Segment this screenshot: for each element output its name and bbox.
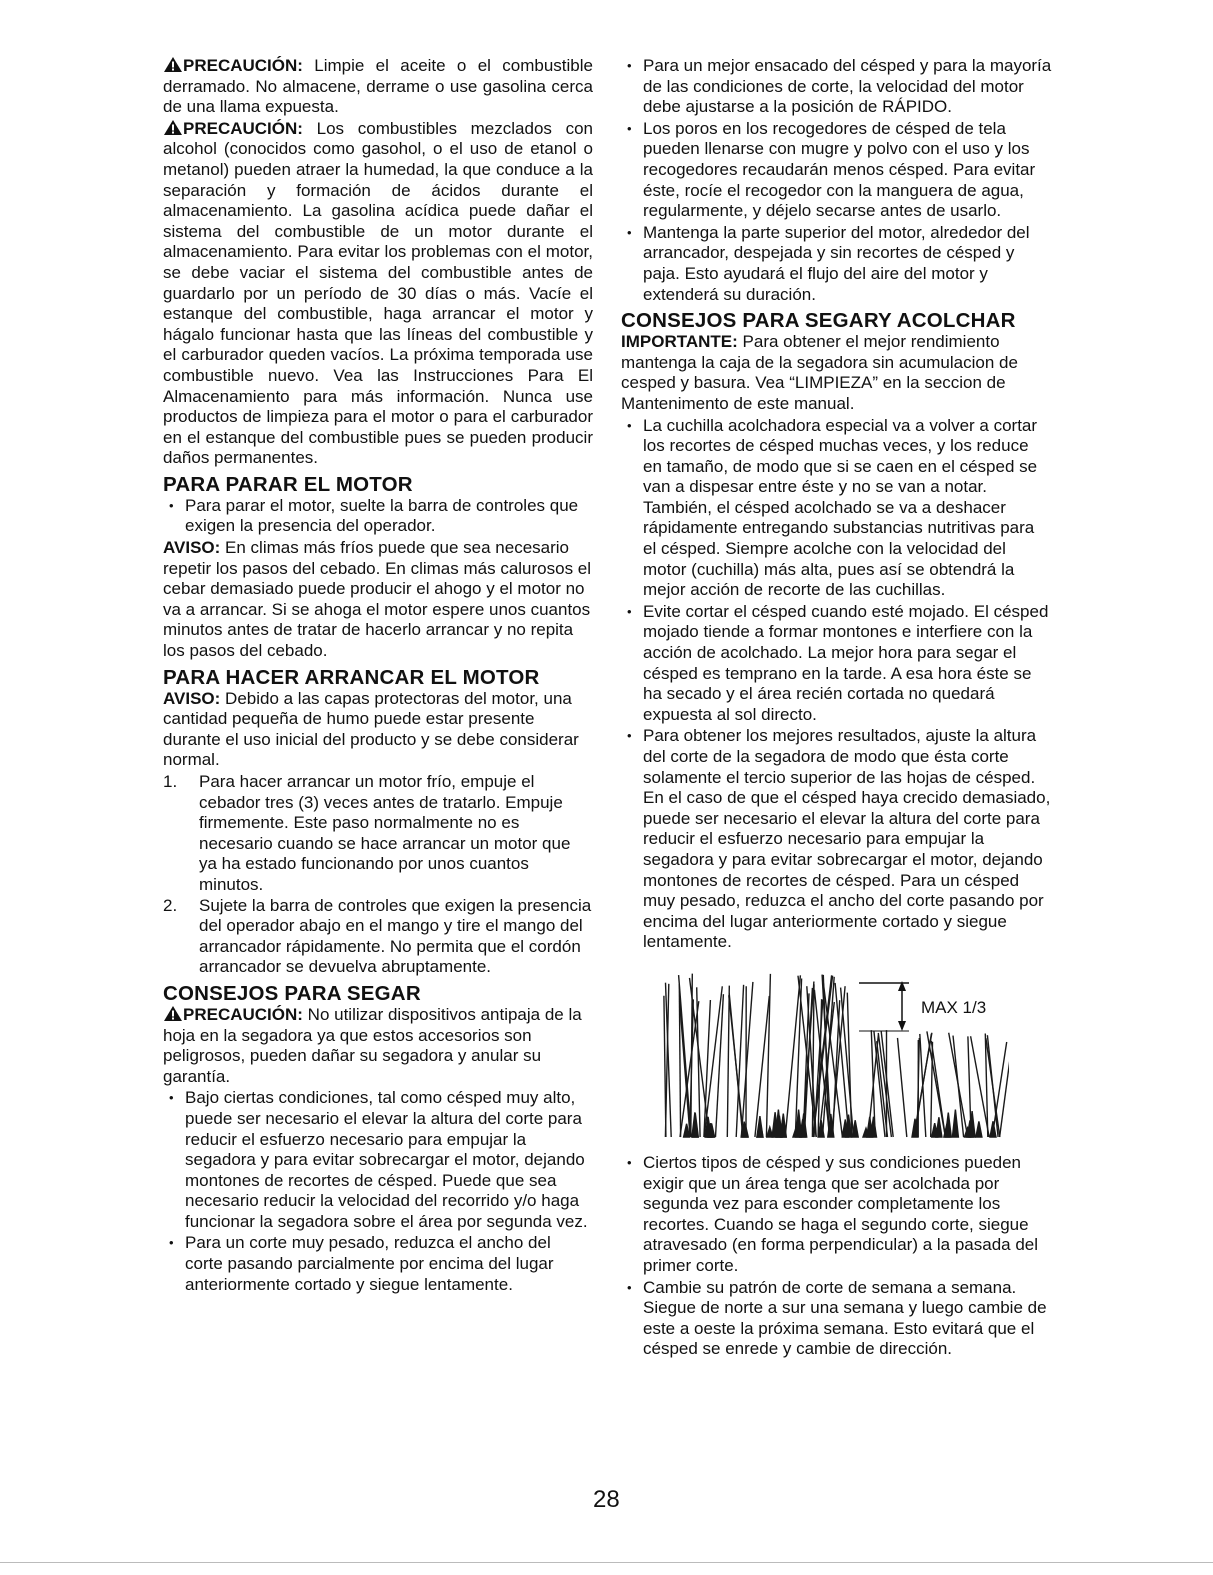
list-item (163, 772, 593, 896)
list-item: • Cambie su patrón de corte de semana a semana. Siegue de norte a sur una semana y luego cambie de este a oeste la próxima semana. Esto evitará que el césped se enrede y cambie de dirección. (621, 1278, 1052, 1360)
notice-paragraph-2 (163, 689, 593, 771)
caution-paragraph-2 (163, 119, 593, 469)
warning-triangle-icon (163, 119, 183, 136)
notice-paragraph-1 (163, 538, 593, 662)
caution-text: Los combustibles mezclados con alcohol (conocidos como gasohol, o el uso de etanol o metanol) pueden atraer la humedad, la que conduce a la separación y formación de ácidos durante el almacenamiento. La gasolina acídica puede dañar el sistema del combustible de un motor durante el almacenamiento. Para evitar los problemas con el motor, se debe vaciar el sistema del combustible antes de guardarlo por un período de 30 días o más. Vacíe el estanque del combustible, haga arrancar el motor y hágalo funcionar hasta que las líneas del combustible y el carburador queden vacíos. La próxima temporada use combustible nuevo. Vea las Instrucciones Para El Almacenamiento para más información. Nunca use productos de limpieza para el motor o para el carburador en el estanque del combustible pues se pueden producir daños permanentes. (163, 118, 593, 468)
left-column (163, 56, 593, 1296)
page-bottom-rule (0, 1562, 1213, 1563)
grass-height-illustration (659, 969, 1009, 1139)
mowing-tips-list (163, 1088, 593, 1295)
step-text: Sujete la barra de controles que exigen la presencia del operador abajo en el mango y tire el mango del arrancador rápidamente. No permita que el cordón arrancador se devuelva abruptamente. (199, 895, 592, 977)
top-tips-list (621, 56, 1052, 305)
list-item (163, 896, 593, 978)
notice-label: AVISO: (163, 538, 221, 558)
caution-text: Limpie el aceite o el combustible derramado. No almacene, derrame o use gasolina cerca de una llama expuesta. (163, 56, 593, 117)
caution-label: PRECAUCIÓN: (183, 1004, 303, 1024)
heading-start-engine: PARA HACER ARRANCAR EL MOTOR (163, 665, 540, 689)
page-number: 28 (593, 1486, 620, 1513)
step-number: 1. (163, 772, 178, 791)
important-text: Para obtener el mejor rendimiento mantenga la caja de la segadora sin acumulacion de cesped y basura. Vea “LIMPIEZA” en la seccion de Mantenimento de este manual. (621, 332, 1018, 413)
warning-triangle-icon (163, 1005, 183, 1022)
list-item: • Para obtener los mejores resultados, ajuste la altura del corte de la segadora de modo que ésta corte solamente el tercio superior de las hojas de césped. En el caso de que el césped haya crecido demasiado, puede ser necesario el elevar la altura del corte para reducir el esfuerzo necesario para empujar la segadora y para evitar sobrecargar el motor, dejando montones de recortes de césped. Para un césped muy pesado, reduzca el ancho del corte pasando por encima del lugar anteriormente cortado y siegue lentamente. (621, 726, 1052, 953)
max-one-third-label: MAX 1/3 (921, 997, 987, 1017)
caution-label: PRECAUCIÓN: (183, 56, 303, 75)
list-item: • Para un corte muy pesado, reduzca el ancho del corte pasando parcialmente por encima del lugar anteriormente cortado y siegue lentamente. (163, 1233, 593, 1295)
stop-engine-list (163, 496, 593, 537)
caution-label: PRECAUCIÓN: (183, 118, 303, 138)
list-item: • Para un mejor ensacado del césped y para la mayoría de las condiciones de corte, la velocidad del motor debe ajustarse a la posición de RÁPIDO. (621, 56, 1052, 118)
notice-text: Debido a las capas protectoras del motor, una cantidad pequeña de humo puede estar presente durante el uso inicial del producto y se debe considerar normal. (163, 688, 579, 770)
step-number: 2. (163, 895, 178, 915)
notice-label: AVISO: (163, 688, 221, 708)
bottom-tips-list (621, 1153, 1052, 1360)
start-steps-list (163, 772, 593, 978)
heading-mowing-tips: CONSEJOS PARA SEGAR (163, 981, 421, 1005)
list-item: • Ciertos tipos de césped y sus condiciones pueden exigir que un área tenga que ser acolchada por segunda vez para esconder completamente los recortes. Cuando se haga el segundo corte, siegue atravesado (en forma perpendicular) a la pasada del primer corte. (621, 1153, 1052, 1277)
caution-paragraph-3 (163, 1005, 593, 1087)
heading-mulching-tips: CONSEJOS PARA SEGARY ACOLCHAR (621, 309, 1016, 333)
list-item: • Mantenga la parte superior del motor, alrededor del arrancador, despejada y sin recortes de césped y paja. Esto ayudará el flujo del aire del motor y extenderá su duración. (621, 223, 1052, 305)
right-column (621, 56, 1052, 1361)
list-item: • Para parar el motor, suelte la barra de controles que exigen la presencia del operador. (163, 496, 593, 537)
notice-text: En climas más fríos puede que sea necesario repetir los pasos del cebado. En climas más calurosos el cebar demasiado puede producir el ahogo y el motor no va a arrancar. Si se ahoga el motor espere unos cuantos minutos antes de tratar de hacerlo arrancar y no repita los pasos del cebado. (163, 538, 592, 661)
list-item: • La cuchilla acolchadora especial va a volver a cortar los recortes de césped muchas veces, y los reduce en tamaño, de modo que si se caen en el césped se van a dispesar entre éste y no se van a notar. También, el césped acolchado se va a deshacer rápidamente entregando substancias nutritivas para el césped. Siempre acolche con la velocidad del motor (cuchilla) más alta, pues así se obtendrá la mejor acción de recorte de las cuchillas. (621, 416, 1052, 601)
step-text: Para hacer arrancar un motor frío, empuje el cebador tres (3) veces antes de tratarlo. Empuje firmemente. Este paso normalmente no es necesario cuando se hace arrancar un motor que ya ha estado funcionando por unos cuantos minutos. (199, 772, 571, 894)
list-item: • Bajo ciertas condiciones, tal como césped muy alto, puede ser necesario el elevar la altura del corte para reducir el esfuerzo necesario para empujar la segadora y para evitar sobrecargar el motor, dejando montones de recortes de césped. Puede que sea necesario reducir la velocidad del recorrido y/o haga funcionar la segadora sobre el área por segunda vez. (163, 1088, 593, 1232)
caution-paragraph-1 (163, 56, 593, 118)
heading-stop-engine: PARA PARAR EL MOTOR (163, 472, 413, 496)
list-item: • Los poros en los recogedores de césped de tela pueden llenarse con mugre y polvo con el uso y los recogedores recaudarán menos césped. Para evitar éste, rocíe el recogedor con la manguera de agua, regularmente, y déjelo secarse antes de usarlo. (621, 119, 1052, 222)
warning-triangle-icon (163, 56, 183, 73)
caution-text: No utilizar dispositivos antipaja de la hoja en la segadora ya que estos accesorios son peligrosos, pueden dañar su segadora y anular su garantía. (163, 1004, 582, 1086)
important-label: IMPORTANTE: (621, 332, 738, 352)
mulching-tips-list (621, 416, 1052, 953)
list-item: • Evite cortar el césped cuando esté mojado. El césped mojado tiende a formar montones e interfiere con la acción de acolchado. La mejor hora para segar el césped es temprano en la tarde. A esa hora éste se ha secado y el área recién cortada no quedará expuesta al sol directo. (621, 602, 1052, 726)
important-paragraph (621, 332, 1052, 414)
